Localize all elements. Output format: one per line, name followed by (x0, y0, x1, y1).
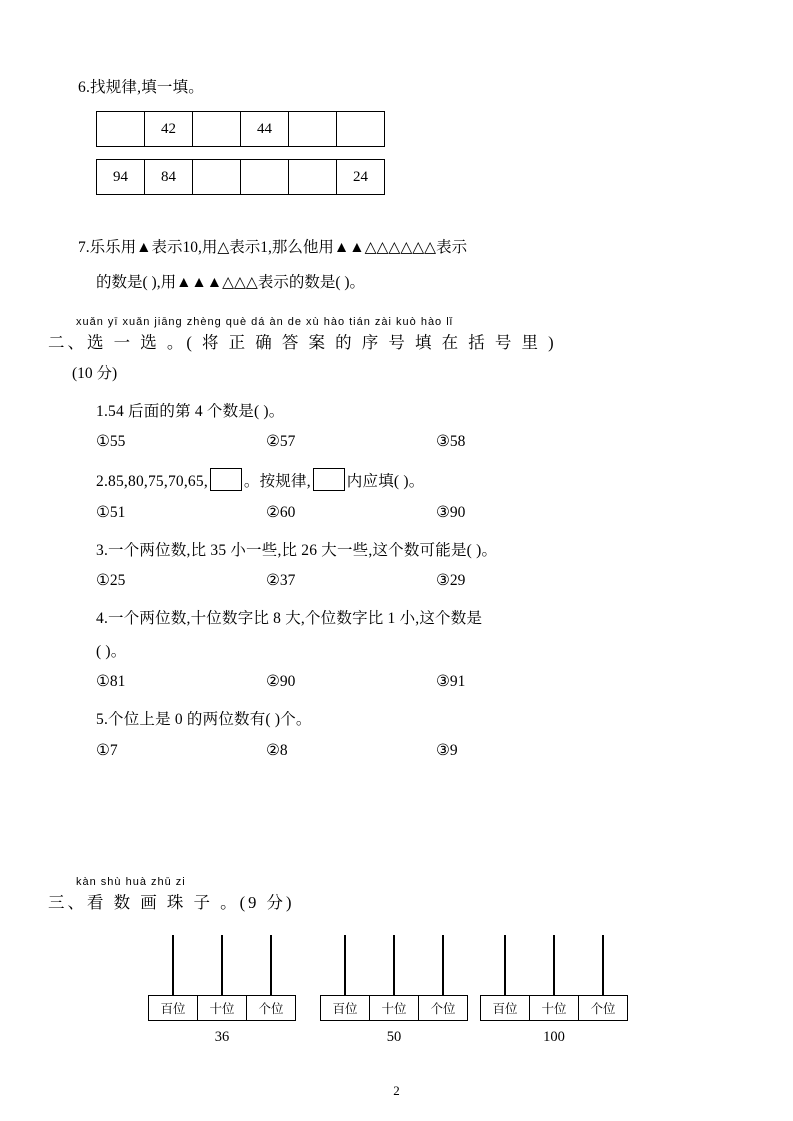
option-1[interactable]: ①51 (96, 503, 126, 521)
choice-question-4 (0, 607, 793, 692)
option-2[interactable]: ②8 (266, 741, 288, 759)
question-7 (0, 236, 793, 295)
sequence-cell[interactable] (97, 112, 145, 147)
sequence-cell[interactable]: 94 (97, 160, 145, 195)
question-6 (0, 76, 793, 195)
rod-tens[interactable] (393, 935, 395, 995)
place-hundreds: 百位 (149, 996, 198, 1021)
abacus-3-header (480, 995, 628, 1021)
table-row (97, 112, 385, 147)
question-4-stem-line-2: ( )。 (96, 643, 127, 660)
choice-question-1 (0, 400, 793, 451)
sequence-cell[interactable] (337, 112, 385, 147)
option-3[interactable]: ③91 (436, 673, 466, 691)
rod-hundreds[interactable] (172, 935, 174, 995)
abacus-1-rods (148, 935, 296, 995)
abacus-2-header (320, 995, 468, 1021)
rod-hundreds[interactable] (504, 935, 506, 995)
section-two (0, 316, 793, 760)
place-tens: 十位 (530, 996, 579, 1021)
sequence-cell[interactable] (193, 160, 241, 195)
question-3-options (96, 571, 793, 590)
abacus-1 (148, 935, 296, 1046)
question-2-stem-b: 。按规律, (243, 473, 311, 491)
place-tens: 十位 (198, 996, 247, 1021)
section-three (0, 876, 793, 1053)
table-row (321, 996, 468, 1021)
option-2[interactable]: ②57 (266, 433, 296, 451)
abacus-2-rods (320, 935, 468, 995)
sequence-cell[interactable]: 44 (241, 112, 289, 147)
page-number: 2 (393, 1083, 400, 1098)
sequence-cell[interactable]: 84 (145, 160, 193, 195)
place-tens: 十位 (370, 996, 419, 1021)
abacus-3 (480, 935, 628, 1046)
sequence-cell[interactable]: 24 (337, 160, 385, 195)
answer-box[interactable] (313, 468, 345, 491)
section-three-heading: 三、看 数 画 珠 子 。(9 分) (48, 893, 295, 912)
abacus-1-value: 36 (214, 1029, 230, 1045)
option-2[interactable]: ②37 (266, 571, 296, 589)
sequence-cell[interactable]: 42 (145, 112, 193, 147)
answer-box[interactable] (210, 468, 242, 491)
place-hundreds: 百位 (481, 996, 530, 1021)
sequence-cell[interactable] (289, 112, 337, 147)
option-1[interactable]: ①81 (96, 673, 126, 691)
choice-question-5 (0, 708, 793, 759)
option-3[interactable]: ③29 (436, 571, 466, 589)
choice-question-3 (0, 539, 793, 590)
question-1-options (96, 432, 793, 451)
abacus-3-value: 100 (543, 1029, 565, 1045)
question-4-options (96, 672, 793, 691)
abacus-group (0, 935, 793, 1053)
place-ones: 个位 (419, 996, 468, 1021)
abacus-3-rods (480, 935, 628, 995)
rod-ones[interactable] (270, 935, 272, 995)
question-5-stem: 5.个位上是 0 的两位数有( )个。 (96, 711, 312, 729)
question-2-options (96, 503, 793, 522)
abacus-1-header (148, 995, 296, 1021)
section-two-score: (10 分) (72, 365, 118, 382)
place-hundreds: 百位 (321, 996, 370, 1021)
question-2-stem-c: 内应填( )。 (346, 473, 425, 491)
rod-hundreds[interactable] (344, 935, 346, 995)
table-row (149, 996, 296, 1021)
question-2-stem (96, 468, 793, 493)
rod-ones[interactable] (602, 935, 604, 995)
sequence-table-1 (96, 111, 385, 147)
option-3[interactable]: ③90 (436, 503, 466, 521)
abacus-2 (320, 935, 468, 1046)
question-1-stem: 1.54 后面的第 4 个数是( )。 (96, 403, 285, 420)
option-3[interactable]: ③58 (436, 433, 466, 451)
option-3[interactable]: ③9 (436, 741, 458, 759)
option-2[interactable]: ②60 (266, 503, 296, 521)
question-7-line-2: 的数是( ),用▲▲▲△△△表示的数是( )。 (96, 274, 366, 292)
sequence-cell[interactable] (193, 112, 241, 147)
rod-ones[interactable] (442, 935, 444, 995)
place-ones: 个位 (247, 996, 296, 1021)
place-ones: 个位 (579, 996, 628, 1021)
option-1[interactable]: ①7 (96, 741, 118, 759)
table-row (481, 996, 628, 1021)
table-row (97, 160, 385, 195)
question-4-stem-line-1: 4.一个两位数,十位数字比 8 大,个位数字比 1 小,这个数是 (96, 609, 483, 627)
option-1[interactable]: ①55 (96, 433, 126, 451)
rod-tens[interactable] (553, 935, 555, 995)
abacus-2-value: 50 (386, 1029, 402, 1045)
sequence-cell[interactable] (289, 160, 337, 195)
choice-question-2 (0, 468, 793, 521)
option-1[interactable]: ①25 (96, 571, 126, 589)
sequence-cell[interactable] (241, 160, 289, 195)
question-3-stem: 3.一个两位数,比 35 小一些,比 26 大一些,这个数可能是( )。 (96, 541, 498, 559)
question-6-title: 6.找规律,填一填。 (78, 79, 205, 96)
option-2[interactable]: ②90 (266, 673, 296, 691)
section-three-pinyin: kàn shù huà zhū zi (76, 876, 186, 888)
question-2-stem-a: 2.85,80,75,70,65, (96, 473, 208, 491)
section-two-pinyin: xuǎn yī xuǎn jiāng zhèng què dá àn de xù hào tián zài kuò hào lǐ (76, 316, 454, 328)
rod-tens[interactable] (221, 935, 223, 995)
section-two-heading: 二、选 一 选 。( 将 正 确 答 案 的 序 号 填 在 括 号 里 ) (48, 333, 557, 352)
question-7-line-1: 7.乐乐用▲表示10,用△表示1,那么他用▲▲△△△△△△表示 (78, 239, 468, 256)
question-5-options (96, 741, 793, 760)
sequence-table-2 (96, 159, 385, 195)
